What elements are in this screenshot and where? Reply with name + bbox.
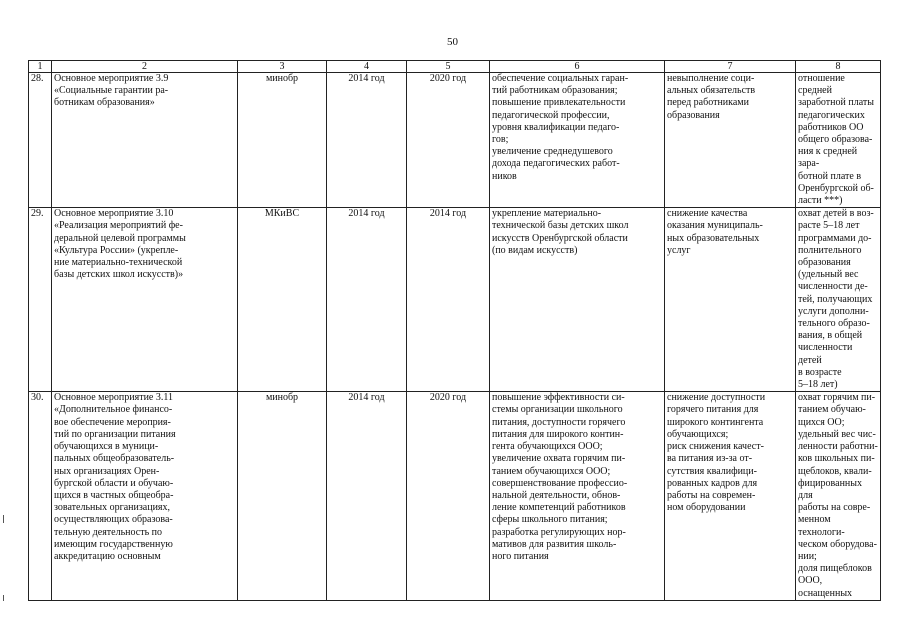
column-number: 7 — [665, 61, 796, 73]
indicator-cell: отношение средней заработной платы педагогических работников ОО общего образова- ния к средней зара- ботной плате в Оренбургской об- ласти ***) — [796, 73, 881, 208]
executor-cell: МКиВС — [238, 208, 327, 392]
start-year-cell: 2014 год — [327, 73, 407, 208]
column-number-row — [29, 61, 881, 73]
column-number: 8 — [796, 61, 881, 73]
executor-cell: минобр — [238, 392, 327, 600]
end-year-cell: 2020 год — [407, 73, 490, 208]
consequence-cell: снижение качества оказания муниципаль- ных образовательных услуг — [665, 208, 796, 392]
expected-result-cell: обеспечение социальных гаран- тий работникам образования; повышение привлекательности педагогической профессии, уровня квалификации педаго- гов; увеличение среднедушевого дохода педагогических работ- ников — [490, 73, 665, 208]
margin-mark — [3, 595, 4, 601]
table-row — [29, 208, 881, 392]
activity-cell: Основное мероприятие 3.11 «Дополнительное финансо- вое обеспечение мероприя- тий по организации питания обучающихся в муници- пальных общеобразователь- ных организациях Орен- бургской области и обучаю- щихся в частных общеобра- зовательных организациях, осуществляющих образова- тельную деятельность по имеющим государственную аккредитацию основным — [52, 392, 238, 600]
page-number: 50 — [447, 36, 458, 48]
column-number: 2 — [52, 61, 238, 73]
indicator-cell: охват детей в воз- расте 5–18 лет программами до- полнительного образования (удельный вес численности де- тей, получающих услуги дополни- тельного образо- вания, в общей численности детей в возрасте 5–18 лет) — [796, 208, 881, 392]
column-number: 3 — [238, 61, 327, 73]
row-number: 30. — [29, 392, 52, 600]
table-row — [29, 392, 881, 600]
consequence-cell: невыполнение соци- альных обязательств перед работниками образования — [665, 73, 796, 208]
column-number: 4 — [327, 61, 407, 73]
start-year-cell: 2014 год — [327, 392, 407, 600]
activity-cell: Основное мероприятие 3.9 «Социальные гарантии ра- ботникам образования» — [52, 73, 238, 208]
table-row — [29, 73, 881, 208]
start-year-cell: 2014 год — [327, 208, 407, 392]
expected-result-cell: укрепление материально- технической базы детских школ искусств Оренбургской области (по видам искусств) — [490, 208, 665, 392]
row-number: 28. — [29, 73, 52, 208]
row-number: 29. — [29, 208, 52, 392]
consequence-cell: снижение доступности горячего питания для широкого контингента обучающихся; риск снижения качест- ва питания из-за от- сутствия квалифици- рованных кадров для работы на современ- ном оборудовании — [665, 392, 796, 600]
column-number: 1 — [29, 61, 52, 73]
end-year-cell: 2020 год — [407, 392, 490, 600]
measures-table — [28, 60, 881, 601]
executor-cell: минобр — [238, 73, 327, 208]
column-number: 6 — [490, 61, 665, 73]
margin-mark — [3, 515, 4, 523]
activity-cell: Основное мероприятие 3.10 «Реализация мероприятий фе- деральной целевой программы «Культура России» (укрепле- ние материально-технической базы детских школ искусств)» — [52, 208, 238, 392]
expected-result-cell: повышение эффективности си- стемы организации школьного питания, доступности горячего питания для широкого контин- гента обучающихся ООО; увеличение охвата горячим пи- танием обучающихся ООО; совершенствование профессио- нальной деятельности, обнов- ление компетенций работников сферы школьного питания; разработка регулирующих нор- мативов для развития школь- ного питания — [490, 392, 665, 600]
column-number: 5 — [407, 61, 490, 73]
end-year-cell: 2014 год — [407, 208, 490, 392]
indicator-cell: охват горячим пи- танием обучаю- щихся ОО; удельный вес чис- ленности работни- ков школьных пи- щеблоков, квали- фицированных для работы на совре- менном технологи- ческом оборудова- нии; доля пищеблоков ООО, оснащенных — [796, 392, 881, 600]
